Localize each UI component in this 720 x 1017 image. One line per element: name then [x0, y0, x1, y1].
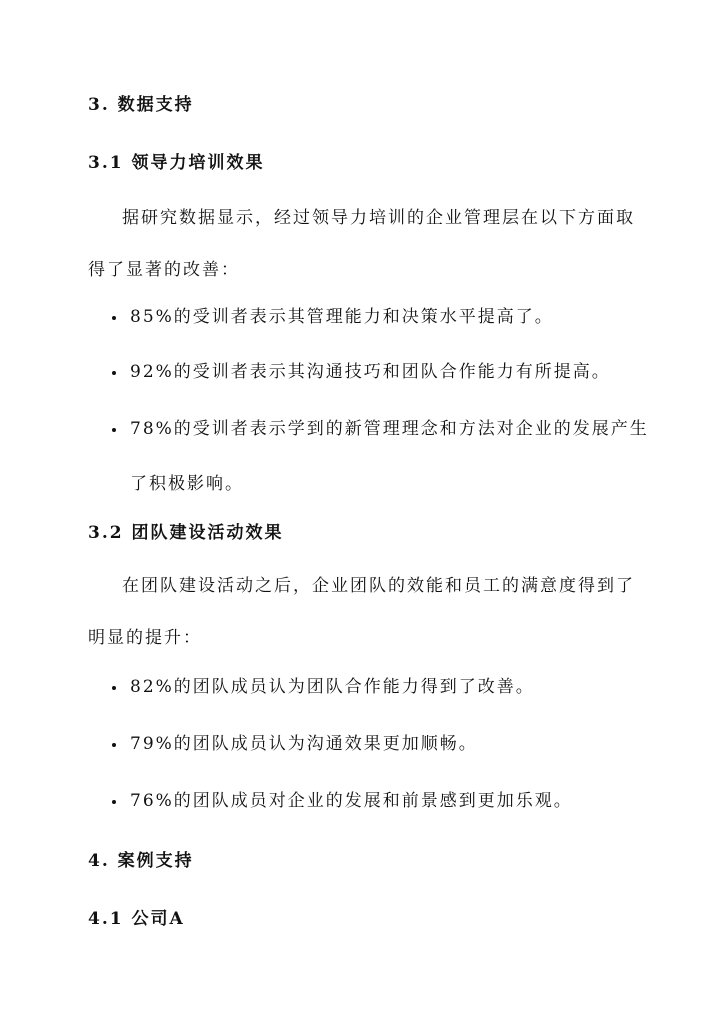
section-3-2-heading: 3.2 团队建设活动效果	[88, 523, 284, 543]
section-4-1-heading: 4.1 公司A	[88, 909, 185, 929]
section-3-2-intro: 在团队建设活动之后，企业团队的效能和员工的满意度得到了明显的提升：	[88, 576, 635, 648]
section-3-2-item-3: 76%的团队成员对企业的发展和前景感到更加乐观。	[112, 774, 656, 829]
section-3-1-item-2: 92%的受训者表示其沟通技巧和团队合作能力有所提高。	[112, 345, 656, 400]
section-3-1-intro: 据研究数据显示，经过领导力培训的企业管理层在以下方面取得了显著的改善：	[88, 208, 635, 280]
section-3-2-item-1: 82%的团队成员认为团队合作能力得到了改善。	[112, 660, 656, 715]
section-3-heading: 3. 数据支持	[88, 95, 194, 115]
section-3-2-item-2: 79%的团队成员认为沟通效果更加顺畅。	[112, 717, 656, 772]
section-3-1-heading: 3.1 领导力培训效果	[88, 153, 265, 173]
section-3-1-item-1: 85%的受训者表示其管理能力和决策水平提高了。	[112, 290, 656, 345]
section-4-heading: 4. 案例支持	[88, 851, 194, 871]
section-3-1-item-3: 78%的受训者表示学到的新管理理念和方法对企业的发展产生了积极影响。	[112, 402, 656, 512]
